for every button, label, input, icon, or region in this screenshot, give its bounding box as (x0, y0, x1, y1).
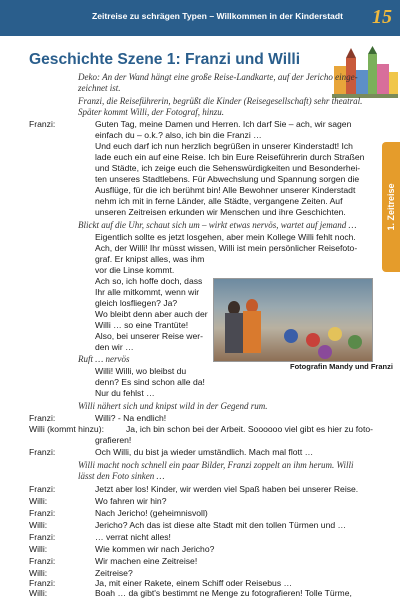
dialogue-line: … verrat nicht alles! (95, 532, 171, 542)
speaker-label: Franzi: (29, 532, 56, 542)
speaker-label: Franzi: (29, 578, 56, 588)
stage-direction: zeichnet ist. (78, 83, 121, 93)
speaker-label: Franzi: (29, 556, 56, 566)
dialogue-line: Boah … da gibt's bestimmt ne Menge zu fotografieren! Tolle Türme, (95, 588, 352, 598)
dialogue-line: lade euch ein auf eine Reise. Ich bin Eure Reiseführerin durch Straßen (95, 152, 365, 162)
dialogue-line: Guten Tag, meine Damen und Herren. Ich darf Sie – ach, wir sagen (95, 119, 352, 129)
stage-direction: Deko: An der Wand hängt eine große Reise-Landkarte, auf der Jericho einge- (78, 72, 358, 82)
speaker-label: Willi: (29, 568, 48, 578)
dialogue-line: Jericho? Ach das ist diese alte Stadt mit den tollen Türmen und … (95, 520, 347, 530)
header-title: Zeitreise zu schrägen Typen – Willkommen in der Kinderstadt (92, 11, 343, 21)
chapter-tab-label: 1. Zeitreise (386, 183, 396, 231)
stage-direction: Willi macht noch schnell ein paar Bilder, Franzi zoppelt an ihm herum. Willi (78, 460, 354, 470)
dialogue-line: Willi! Willi, wo bleibst du (95, 366, 187, 376)
stage-direction: Willi nähert sich und knipst wild in der Gegend rum. (78, 401, 268, 411)
person-figure (284, 329, 298, 343)
photo (213, 278, 373, 362)
page-title: Geschichte Szene 1: Franzi und Willi (29, 51, 301, 68)
person-figure (306, 333, 320, 347)
dialogue-line: Wie kommen wir nach Jericho? (95, 544, 215, 554)
header-bar (0, 0, 400, 36)
dialogue-line: Och Willi, du bist ja wieder umständlich. Mach mal flott … (95, 447, 314, 457)
speaker-label: Willi: (29, 588, 48, 598)
dialogue-line: Ja, mit einer Rakete, einem Schiff oder Reisebus … (95, 578, 293, 588)
dialogue-line: vor die Linse kommt. (95, 265, 175, 275)
dialogue-line: gleich losfliegen? Ja? (95, 298, 178, 308)
photo-caption: Fotografin Mandy und Franzi (290, 362, 393, 371)
dialogue-line: Und euch darf ich nun herzlich begrüßen in unserer Kinderstadt! Ich (95, 141, 353, 151)
dialogue-line: Jetzt aber los! Kinder, wir werden viel Spaß haben bei unserer Reise. (95, 484, 359, 494)
dialogue-line: Ja, ich bin schon bei der Arbeit. Soooooo viel gibt es hier zu foto- (126, 424, 373, 434)
page-number: 15 (372, 6, 392, 28)
dialogue-line: grafieren! (95, 435, 132, 445)
dialogue-line: Zeitreise? (95, 568, 133, 578)
speaker-label: Franzi: (29, 484, 56, 494)
speaker-label: Franzi: (29, 119, 56, 129)
dialogue-line: Wir machen eine Zeitreise! (95, 556, 198, 566)
speaker-label: Willi: (29, 496, 48, 506)
chapter-tab (382, 142, 400, 272)
person-figure (318, 345, 332, 359)
speaker-label: Willi: (29, 520, 48, 530)
dialogue-line: nehm ich mit in ferne Länder, alle Städte, vergangene Zeiten. Auf (95, 196, 343, 206)
speaker-label: Willi (kommt hinzu): (29, 424, 104, 434)
dialogue-line: Nur du fehlst … (95, 388, 155, 398)
person-figure (348, 335, 362, 349)
person-figure (243, 311, 261, 353)
stage-direction: lässt den Foto sinken … (78, 471, 165, 481)
dialogue-line: Eigentlich sollte es jetzt losgehen, aber mein Kollege Willi fehlt noch. (95, 232, 356, 242)
speaker-label: Franzi: (29, 508, 56, 518)
dialogue-line: Willi? - Na endlich! (95, 413, 167, 423)
stage-direction: Blickt auf die Uhr, schaut sich um – wirkt etwas nervös, wartet auf jemand … (78, 220, 357, 230)
dialogue-line: graf. Er knipst alles, was ihm (95, 254, 205, 264)
dialogue-line: Ach, der Willi! Ihr müsst wissen, Willi ist mein persönlicher Reisefoto- (95, 243, 358, 253)
dialogue-line: und Städte, ich zeige euch die Sehenswürdigkeiten und Besonderhei- (95, 163, 361, 173)
person-figure (225, 313, 243, 353)
dialogue-line: den wir … (95, 342, 134, 352)
speaker-label: Franzi: (29, 447, 56, 457)
dialogue-line: unseren Zeitreisen erkunden wir Menschen und ihre Geschichten. (95, 207, 346, 217)
dialogue-line: Nach Jericho! (geheimnisvoll) (95, 508, 208, 518)
dialogue-line: einfach du – o.k.? also, ich bin die Franzi … (95, 130, 262, 140)
dialogue-line: Ach so, ich hoffe doch, dass (95, 276, 203, 286)
stage-direction: Franzi, die Reiseführerin, begrüßt die Kinder (Reisegesellschaft) sehr theatral. (78, 96, 363, 106)
speaker-label: Willi: (29, 544, 48, 554)
person-figure (328, 327, 342, 341)
dialogue-line: Ihr alle mitkommt, wenn wir (95, 287, 200, 297)
dialogue-line: Wo fahren wir hin? (95, 496, 167, 506)
stage-direction: Ruft … nervös (78, 354, 130, 364)
dialogue-line: denn? Es sind schon alle da! (95, 377, 205, 387)
dialogue-line: ten unseres Stadtlebens. Für Abwechslung und Spannung sorgen die (95, 174, 360, 184)
stage-direction: Später kommt Willi, der Fotograf, hinzu. (78, 107, 224, 117)
speaker-label: Franzi: (29, 413, 56, 423)
dialogue-line: Also, bei unserer Reise wer- (95, 331, 203, 341)
dialogue-line: Willi … so eine Trantüte! (95, 320, 189, 330)
dialogue-line: Wo bleibt denn aber auch der (95, 309, 208, 319)
dialogue-line: Ausflüge, für die ich berühmt bin! Alle Bewohner unserer Kinderstadt (95, 185, 356, 195)
